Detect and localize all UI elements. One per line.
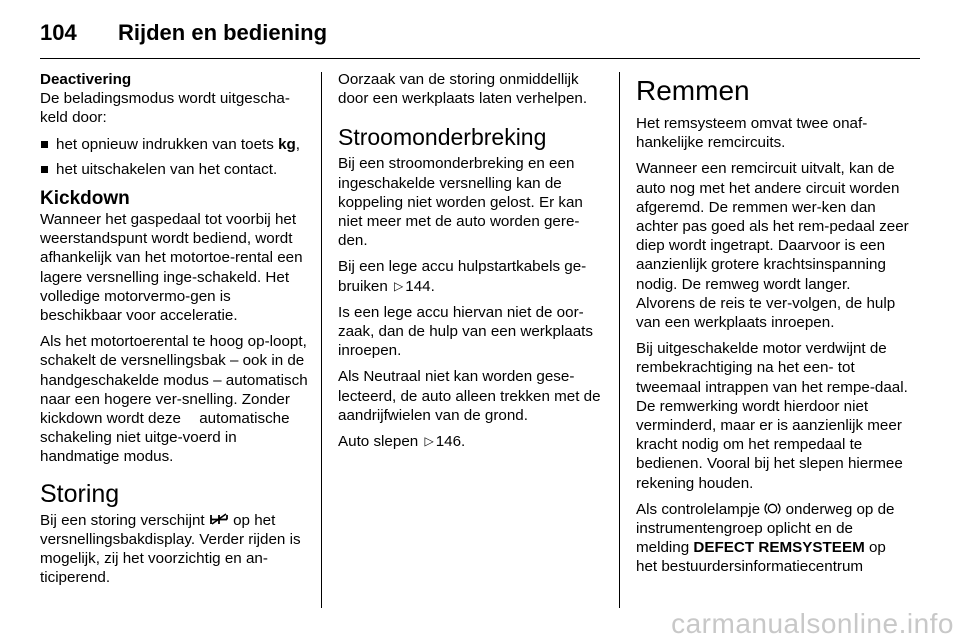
list-item-text: het opnieuw indrukken van toets — [56, 135, 279, 153]
paragraph: Bij een stroomonderbreking en een ingeschakelde versnelling kan de koppeling niet worden gelost. Er kan niet meer met de auto worden gere-den. — [338, 155, 583, 250]
paragraph: Het remsysteem omvat twee onaf-hankelijke remcircuits. — [636, 115, 868, 152]
page-header — [40, 18, 920, 59]
column-middle — [338, 70, 606, 458]
list-item — [40, 160, 308, 179]
page-title: Rijden en bediening — [118, 20, 328, 45]
paragraph-text: Als het motortoerental te hoog op-loopt, schakelt de versnellingsbak – ook in de handgeschakelde modus – automatisch naar een hogere ver-snelling. Zonder kickdown wordt deze — [40, 333, 308, 428]
key-label: kg — [278, 135, 296, 153]
section-heading-remmen: Remmen — [636, 75, 750, 106]
watermark: carmanualsonline.info — [671, 608, 954, 639]
paragraph — [636, 500, 910, 577]
paragraph — [338, 432, 606, 451]
paragraph: Bij uitgeschakelde motor verdwijnt de rembekrachtiging na het een- tot tweemaal intrappen van het rempe-daal. De remwerking wordt hierdoor niet verminderd, maar er is aanzienlijk meer kracht nodig om het rempedaal te bedienen. Vooral bij het slepen hiermee rekening houden. — [636, 340, 908, 492]
paragraph: De beladingsmodus wordt uitgescha-keld door: — [40, 90, 290, 127]
paragraph — [338, 257, 606, 295]
paragraph — [40, 332, 308, 466]
paragraph-text: Als controlelampje — [636, 500, 761, 518]
page-reference[interactable]: 144. — [405, 277, 435, 295]
brake-warning-icon — [764, 501, 781, 516]
bullet-icon — [41, 166, 48, 173]
paragraph: Wanneer het gaspedaal tot voorbij het weerstandspunt wordt bediend, wordt afhankelijk van het motortoe-rental een lagere versnelling inge-schakeld. Het volledige motorvermo-gen is beschikbaar voor acceleratie. — [40, 211, 303, 325]
list-item — [40, 135, 308, 154]
page-reference[interactable]: 146. — [435, 433, 466, 451]
paragraph: Als Neutraal niet kan worden gese-lecteerd, de auto alleen trekken met de aandrijfwielen van de grond. — [338, 368, 601, 424]
bullet-icon — [41, 141, 48, 148]
list-item-text: het uitschakelen van het contact. — [56, 160, 278, 178]
column-divider — [619, 72, 620, 608]
list-item-tail: , — [295, 135, 301, 153]
paragraph: Is een lege accu hiervan niet de oor-zaak, dan de hulp van een werkplaats inroepen. — [338, 303, 593, 360]
paragraph-text: Auto slepen — [338, 433, 419, 451]
column-divider — [321, 72, 322, 608]
column-right — [636, 70, 910, 584]
section-heading-storing: Storing — [40, 479, 120, 508]
paragraph-text: onderweg op de instrumentengroep oplicht en de melding — [636, 500, 895, 557]
bullet-list — [40, 135, 308, 179]
page-number: 104 — [40, 20, 77, 45]
message-text: DEFECT REMSYSTEEM — [693, 539, 865, 557]
section-heading-deactivering: Deactivering — [40, 71, 132, 88]
paragraph-text: op het versnellingsbakdisplay. Verder rijden is mogelijk, zij het voorzichtig en an-ticiperend. — [40, 511, 301, 587]
paragraph-text: Bij een storing verschijnt — [40, 511, 205, 529]
paragraph — [40, 511, 308, 588]
section-heading-stroomonderbreking: Stroomonderbreking — [338, 124, 547, 151]
page-reference-icon: ▷ — [394, 278, 404, 293]
paragraph: Wanneer een remcircuit uitvalt, kan de auto nog met het andere circuit worden afgeremd. De remmen wer-ken dan achter pas goed als het rem-pedaal zeer diep wordt ingetrapt. Daarvoor is een aanzienlijk grotere krachtsinspanning nodig. De remweg wordt langer. Alvorens de reis te ver-volgen, de hulp van een werkplaats inroepen. — [636, 160, 909, 332]
paragraph-text: op het bestuurdersinformatiecentrum — [636, 539, 886, 576]
column-left — [40, 70, 308, 594]
page-reference-icon: ▷ — [424, 434, 434, 449]
paragraph-text-indented: automatische schakeling niet uitge-voerd in handmatige modus. — [40, 410, 290, 466]
paragraph-text: Bij een lege accu hulpstartkabels ge-bruiken — [338, 258, 587, 295]
paragraph: Oorzaak van de storing onmiddellijk door een werkplaats laten verhelpen. — [338, 71, 588, 108]
section-heading-kickdown: Kickdown — [40, 188, 130, 210]
gearbox-fault-icon — [209, 513, 229, 526]
